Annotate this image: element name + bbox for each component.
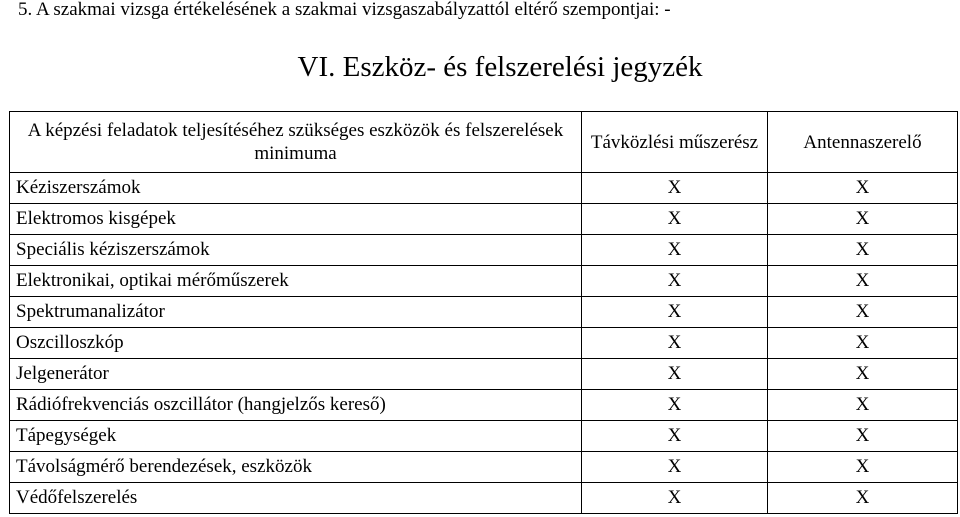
table-row (10, 266, 958, 297)
row-item: Elektromos kisgépek (10, 204, 582, 235)
intro-line: 5. A szakmai vizsga értékelésének a szakmai vizsgaszabályzattól eltérő szempontjai: - (18, 0, 671, 20)
row-item: Elektronikai, optikai mérőműszerek (10, 266, 582, 297)
row-mark-antenna: X (768, 173, 958, 204)
table-row (10, 173, 958, 204)
row-item: Oszcilloszkóp (10, 328, 582, 359)
row-mark-telecom: X (582, 235, 768, 266)
row-mark-antenna: X (768, 390, 958, 421)
row-mark-antenna: X (768, 328, 958, 359)
row-mark-antenna: X (768, 266, 958, 297)
row-item: Védőfelszerelés (10, 483, 582, 514)
row-mark-telecom: X (582, 390, 768, 421)
row-mark-antenna: X (768, 452, 958, 483)
row-mark-telecom: X (582, 452, 768, 483)
table-row (10, 483, 958, 514)
row-mark-telecom: X (582, 421, 768, 452)
row-item: Tápegységek (10, 421, 582, 452)
table-row (10, 390, 958, 421)
row-mark-antenna: X (768, 421, 958, 452)
row-mark-telecom: X (582, 266, 768, 297)
equipment-table (9, 111, 958, 514)
row-mark-telecom: X (582, 297, 768, 328)
row-mark-antenna: X (768, 204, 958, 235)
row-item: Rádiófrekvenciás oszcillátor (hangjelzős kereső) (10, 390, 582, 421)
row-mark-antenna: X (768, 235, 958, 266)
row-item: Spektrumanalizátor (10, 297, 582, 328)
row-item: Jelgenerátor (10, 359, 582, 390)
row-item: Speciális kéziszerszámok (10, 235, 582, 266)
header-telecom-technician: Távközlési műszerész (582, 112, 768, 173)
table-row (10, 359, 958, 390)
row-mark-telecom: X (582, 173, 768, 204)
table-header-row (10, 112, 958, 173)
row-item: Kéziszerszámok (10, 173, 582, 204)
row-mark-antenna: X (768, 297, 958, 328)
row-mark-antenna: X (768, 359, 958, 390)
table-row (10, 421, 958, 452)
row-mark-telecom: X (582, 328, 768, 359)
header-antenna-installer: Antennaszerelő (768, 112, 958, 173)
row-mark-telecom: X (582, 204, 768, 235)
table-row (10, 328, 958, 359)
header-equipment: A képzési feladatok teljesítéséhez szükséges eszközök és felszerelések minimuma (10, 112, 582, 173)
row-mark-telecom: X (582, 483, 768, 514)
table-row (10, 452, 958, 483)
table-row (10, 235, 958, 266)
table-row (10, 204, 958, 235)
table-row (10, 297, 958, 328)
section-title: VI. Eszköz- és felszerelési jegyzék (297, 51, 703, 83)
row-mark-antenna: X (768, 483, 958, 514)
row-mark-telecom: X (582, 359, 768, 390)
row-item: Távolságmérő berendezések, eszközök (10, 452, 582, 483)
